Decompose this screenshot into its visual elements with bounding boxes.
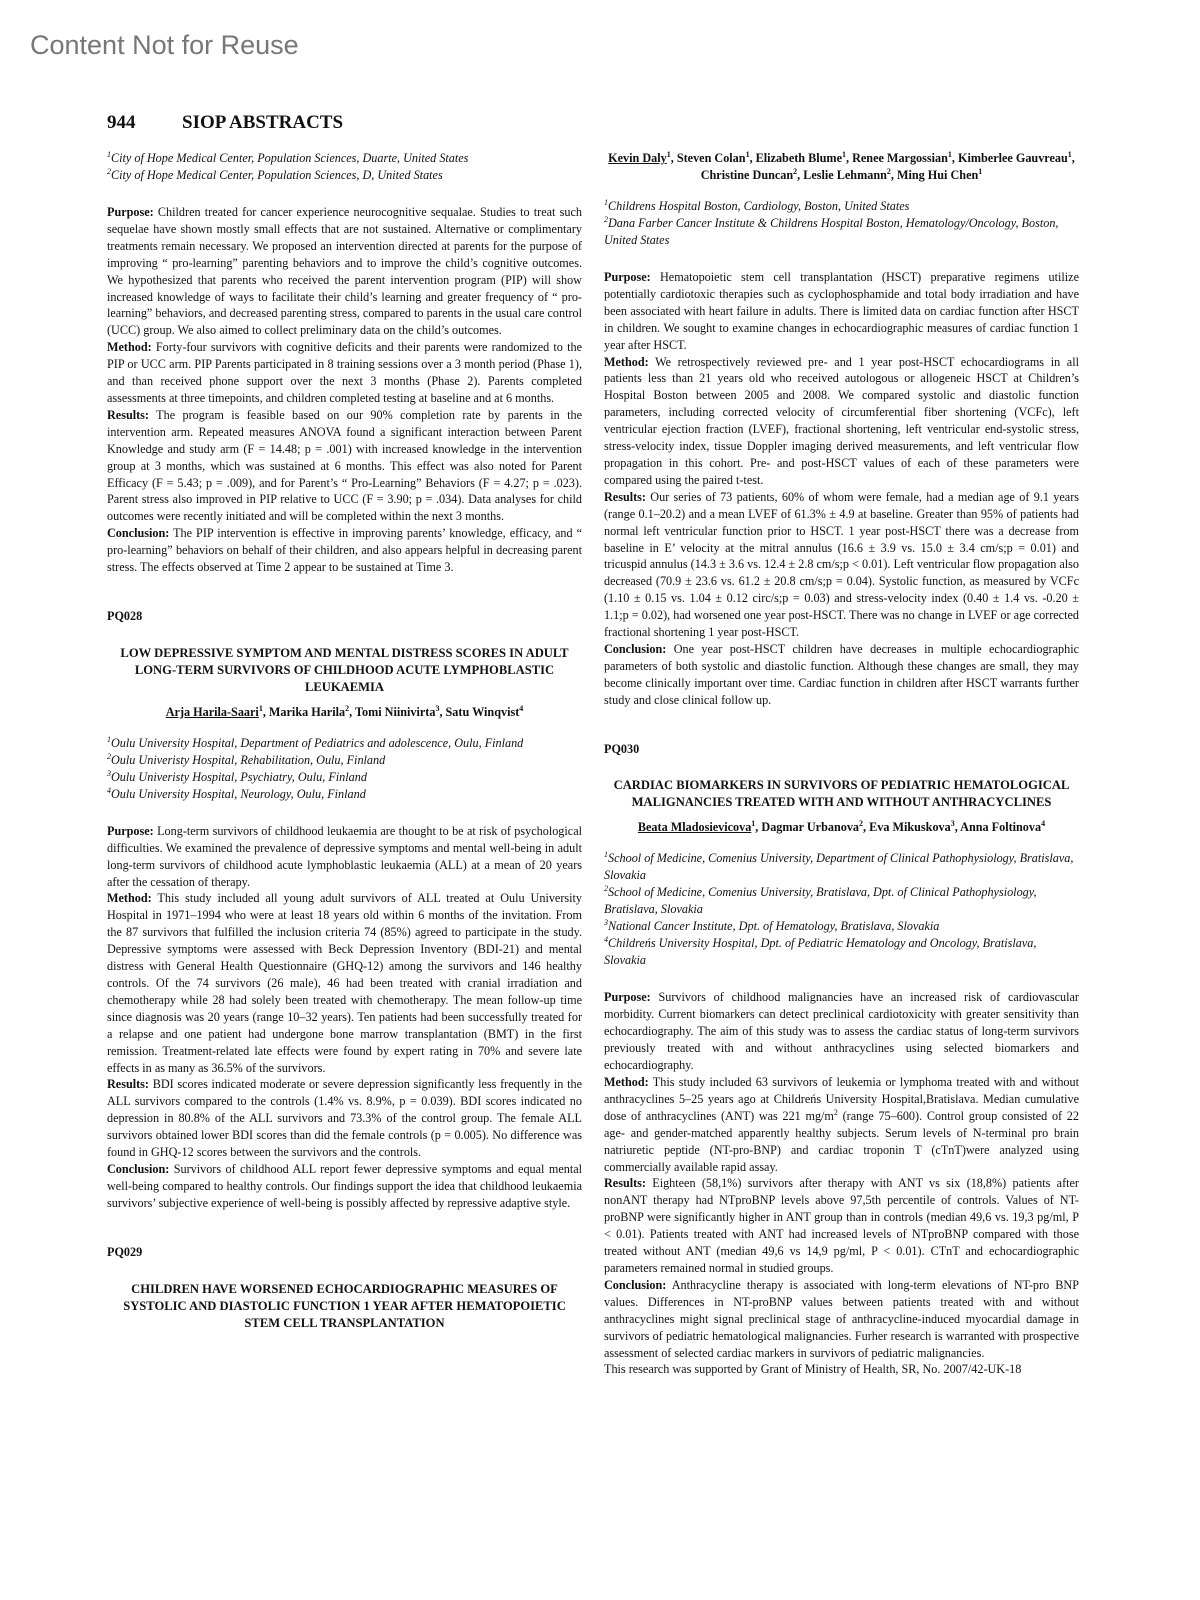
affiliation: $^2$Oulu Univeristy Hospital, Rehabilitation, Oulu, Finland	[107, 751, 386, 767]
purpose-paragraph: Purpose: Children treated for cancer experience neurocognitive sequalae. Studies to treat such sequelae have shown mostly small effects that are not sustained. Alternative or complimentary treatments remain necessary. We proposed an intervention directed at parents for the purpose of improving “ pro-learning” parenting behaviors and to improve the child’s cognitive outcomes. We hypothesized that parents who received the parent intervention program (PIP) will show increased knowledge of ways to facilitate their child’s learning and greater frequency of “ pro-learning” behaviors, and decreased parenting stress, compared to parents in the usual care control (UCC) group. We also aimed to collect preliminary data on the child’s outcomes.	[107, 205, 582, 338]
affiliation: $^3$National Cancer Institute, Dpt. of Hematology, Bratislava, Slovakia	[604, 918, 940, 934]
conclusion-paragraph: Conclusion: The PIP intervention is effective in improving parents’ knowledge, efficacy, and “ pro-learning” behaviors on behalf of their children, and also appears helpful in decreasing parent stress. The effects observed at Time 2 appear to be sustained at Time 3.	[107, 526, 582, 575]
purpose-paragraph: Purpose: Survivors of childhood malignancies have an increased risk of cardiovascular morbidity. Current biomarkers can detect preclinical cardiotoxicity with greater sensitivity than echocardiography. The aim of this study was to assess the cardiac status of long-term survivors previously treated with and without anthracyclines using selected biomarkers and echocardiography.	[604, 990, 1079, 1073]
watermark: Content Not for Reuse	[30, 30, 299, 60]
author-list: Beata Mladosievicova$^1$, Dagmar Urbanova$^2$, Eva Mikuskova$^3$, Anna Foltinova$^4$	[637, 819, 1046, 835]
abstract-id-pq029: PQ029	[107, 1244, 143, 1259]
purpose-paragraph: Purpose: Hematopoietic stem cell transplantation (HSCT) preparative regimens utilize potentially cardiotoxic therapies such as cyclophosphamide and total body irradiation and have been associated with heart failure in adults. There is limited data on cardiac function after HSCT in children. We sought to examine changes in echocardiographic measures of cardiac function 1 year after HSCT.	[604, 270, 1079, 352]
affiliation: $^4$Oulu University Hospital, Neurology, Oulu, Finland	[107, 785, 366, 801]
purpose-paragraph: Purpose: Long-term survivors of childhood leukaemia are thought to be at risk of psychological difficulties. We examined the prevalence of depressive symptoms and mental well-being in adult long-term survivors of childhood acute lymphoblastic leukaemia (ALL) at a mean of 20 years after the cessation of therapy.	[107, 823, 582, 889]
method-paragraph: Method: Forty-four survivors with cognitive deficits and their parents were randomized to the PIP or UCC arm. PIP Parents participated in 8 training sessions over a 3 month period (Phase 1), and than received phone support over the next 3 months (Phase 2). Parents completed assessments at three timepoints, and children completed testing at baseline and at 6 months.	[107, 340, 582, 405]
conclusion-paragraph: Conclusion: Anthracycline therapy is associated with long-term elevations of NT-pro BNP values. Differences in NT-proBNP values between patients treated with and without anthracyclines might signal preclinical stage of anthracycline-induced myocardial damage in survivors of pediatric hematological malignancies. Furher research is warranted with prospective assessment of selected cardiac markers in survivors of pediatric malignancies.	[604, 1277, 1079, 1360]
abstract-id-pq028: PQ028	[107, 608, 143, 623]
affiliation: $^1$City of Hope Medical Center, Population Sciences, Duarte, United States	[107, 149, 469, 165]
author-list: Arja Harila-Saari$^1$, Marika Harila$^2$, Tomi Niinivirta$^3$, Satu Winqvist$^4$	[165, 703, 524, 719]
author-list: Kevin Daly$^1$, Steven Colan$^1$, Elizabeth Blume$^1$, Renee Margossian$^1$, Kimberlee Gauvreau$^1$, Christine Duncan$^2$, Leslie Lehmann$^2$, Ming Hui Chen$^1$	[608, 149, 1075, 182]
conclusion-paragraph: Conclusion: One year post-HSCT children have decreases in multiple echocardiographic parameters of both systolic and diastolic function. Although these changes are small, they may become clinically important over time. Cardiac function in children after HSCT warrants further study and close clinical follow up.	[604, 641, 1079, 707]
journal-section-title: SIOP ABSTRACTS	[182, 112, 344, 133]
affiliation: $^2$City of Hope Medical Center, Population Sciences, D, United States	[107, 166, 443, 182]
affiliation: $^3$Oulu Univeristy Hospital, Psychiatry, Oulu, Finland	[107, 768, 367, 784]
results-paragraph: Results: Our series of 73 patients, 60% of whom were female, had a median age of 9.1 years (range 0.1–20.2) and a mean LVEF of 61.3% ± 4.9 at baseline. Greater than 95% of patients had normal left ventricular function prior to HSCT. 1 year post-HSCT there was a decrease from baseline in E’ velocity at the mitral annulus (16.6 ± 3.9 vs. 15.0 ± 3.4 cm/s;p = 0.01) and tricuspid annulus (14.3 ± 3.6 vs. 12.4 ± 2.8 cm/s;p < 0.01). Left ventricular flow propagation also decreased (70.9 ± 23.6 vs. 61.2 ± 20.8 cm/s;p = 0.04). Systolic function, as measured by VCFc (1.10 ± 0.15 vs. 1.04 ± 0.12 circ/s;p = 0.03) and stress-velocity index (0.40 ± 1.4 vs. -0.20 ± 1.1;p = 0.02), had worsened one year post-HSCT. There was no change in LVEF or age corrected fractional shortening 1 year post-HSCT.	[604, 489, 1079, 640]
conclusion-paragraph: Conclusion: Survivors of childhood ALL report fewer depressive symptoms and equal mental well-being compared to healthy controls. Our findings support the idea that childhood leukaemia survivors’ subjective experience of well-being is possibly affected by repressive adaptive style.	[107, 1161, 582, 1210]
abstract-id-pq030: PQ030	[604, 741, 640, 756]
results-paragraph: Results: Eighteen (58,1%) survivors after therapy with ANT vs six (18,8%) patients after nonANT therapy had NTproBNP levels above 97,5th percentile of controls. Values of NT-proBNP were significantly higher in ANT group than in controls (median 49,6 vs. 19,3 pg/ml, P < 0.01). Patients treated with ANT had increased levels of NTproBNP compared with those treated without ANT (median 49,6 vs 14,9 pg/ml, P < 0.01). CTnT and echocardiographic parameters remained normal in studied groups.	[604, 1176, 1079, 1275]
method-paragraph: Method: We retrospectively reviewed pre- and 1 year post-HSCT echocardiograms in all patients less than 21 years old who received autologous or allogeneic HSCT at Children’s Hospital Boston between 2005 and 2008. We compared systolic and diastolic function parameters, including corrected velocity of circumferential fiber shortening (VCFc), left ventricular ejection fraction (LVEF), fractional shortening, left ventricular end-systolic stress, stress-velocity index, tissue Doppler imaging derived measurements, and left ventricular flow propagation in this cohort. Pre- and post-HSCT values of each of these parameters were compared using the paired t-test.	[604, 354, 1079, 487]
results-paragraph: Results: The program is feasible based on our 90% completion rate by parents in the intervention arm. Repeated measures ANOVA found a significant interaction between Parent Knowledge and study arm (F = 14.48; p = .001) with increased knowledge in the intervention group at 3 months, which was sustained at 6 months. This effect was also noted for Parent Efficacy (F = 5.43; p = .009), and for Parent’s “ Pro-Learning” Behaviors (F = 4.27; p = .023). Parent stress also improved in PIP relative to UCC (F = 3.90; p = .034). Data analyses for child outcomes were recently initiated and will be completed within the next 3 months.	[107, 407, 582, 524]
left-column	[107, 150, 582, 1332]
funding-note: This research was supported by Grant of Ministry of Health, SR, No. 2007/42-UK-18	[604, 1362, 1022, 1377]
method-paragraph: Method: This study included 63 survivors of leukemia or lymphoma treated with and without anthracyclines 5–25 years ago at Childreńs University Hospital,Bratislava. Median cumulative dose of anthracyclines (ANT) was 221 $mg/m^2$ (range 75–600). Control group consisted of 22 age- and gender-matched apparently healthy subjects. Serum levels of N-terminal pro brain natriuretic peptide (NT-pro-BNP) and cardiac troponin T (cTnT)were analyzed using commercially available rapid assay.	[604, 1075, 1079, 1174]
running-head	[107, 112, 343, 134]
affiliation: $^1$School of Medicine, Comenius University, Department of Clinical Pathophysiology, Bratislava, Slovakia	[604, 850, 1074, 883]
abstract-title: LOW DEPRESSIVE SYMPTOM AND MENTAL DISTRESS SCORES IN ADULT LONG-TERM SURVIVORS OF CHILDHOOD ACUTE LYMPHOBLASTIC LEUKAEMIA	[120, 645, 569, 694]
right-column	[604, 150, 1079, 1378]
affiliation: $^1$Childrens Hospital Boston, Cardiology, Boston, United States	[604, 197, 910, 213]
method-paragraph: Method: This study included all young adult survivors of ALL treated at Oulu University Hospital in 1971–1994 who were at least 18 years old within 6 months of the invitation. From the 87 survivors that fulfilled the inclusion criteria 74 (85%) agreed to participate in the study. Depressive symptoms were assessed with Beck Depression Inventory (BDI-21) and mental distress with General Health Questionnaire (GHQ-12) among the survivors and 146 healthy controls. Of the 74 survivors (26 male), 46 had been treated with cranial irradiation and chemotherapy while 28 had solely been treated with chemotherapy. The mean follow-up time since diagnosis was 20 years (range 10–32 years). Ten patients had been successfully treated for a relapse and one patient had undergone bone marrow transplantation (BMT) in the first remission. Treatment-related late effects were found by expert rating in 70% and severe late effects in as many as 36.5% of the survivors.	[107, 891, 582, 1075]
abstract-title: CARDIAC BIOMARKERS IN SURVIVORS OF PEDIATRIC HEMATOLOGICAL MALIGNANCIES TREATED WITH AND WITHOUT ANTHRACYCLINES	[613, 778, 1070, 810]
abstract-title: CHILDREN HAVE WORSENED ECHOCARDIOGRAPHIC MEASURES OF SYSTOLIC AND DIASTOLIC FUNCTION 1 YEAR AFTER HEMATOPOIETIC STEM CELL TRANSPLANTATION	[123, 1281, 566, 1330]
page-number: 944	[107, 112, 136, 133]
affiliation: $^2$Dana Farber Cancer Institute & Childrens Hospital Boston, Hematology/Oncology, Boston, United States	[604, 214, 1059, 247]
affiliation: $^1$Oulu University Hospital, Department of Pediatrics and adolescence, Oulu, Finland	[107, 734, 524, 750]
affiliation: $^2$School of Medicine, Comenius University, Bratislava, Dpt. of Clinical Pathophysiology, Bratislava, Slovakia	[604, 884, 1037, 917]
results-paragraph: Results: BDI scores indicated moderate or severe depression significantly less frequently in the ALL survivors compared to the controls (1.4% vs. 8.9%, p = 0.039). BDI scores indicated no depression in 80.8% of the ALL survivors and 73.3% of the control group. The female ALL survivors obtained lower BDI scores than did the female controls (p = 0.005). No difference was found in GHQ-12 scores between the survivors and the controls.	[107, 1077, 582, 1160]
affiliation: $^4$Childreńs University Hospital, Dpt. of Pediatric Hematology and Oncology, Bratislava, Slovakia	[604, 935, 1037, 968]
